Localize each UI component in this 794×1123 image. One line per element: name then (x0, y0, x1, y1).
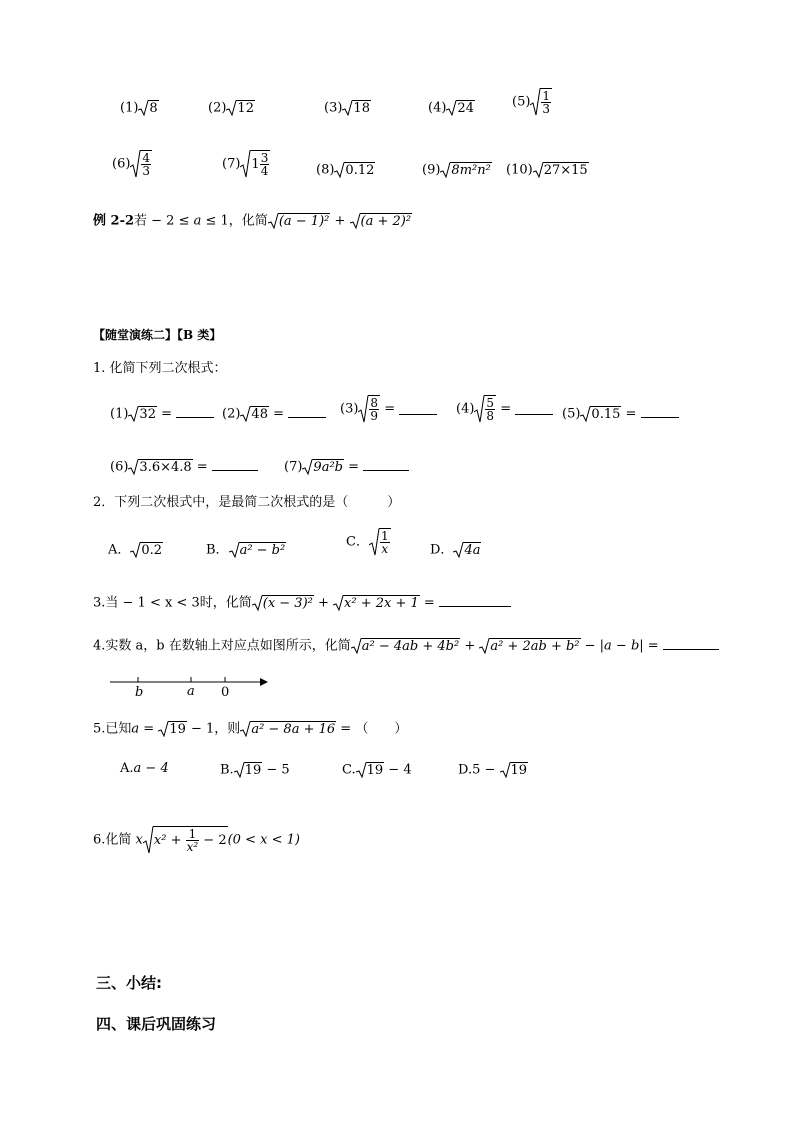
item-number: (1) (110, 406, 129, 422)
summary-heading: 三、小结: (96, 974, 162, 992)
q3-prefix: 3.当 − 1 < x < 3时，化简 (93, 595, 252, 611)
equals-sign: = (268, 406, 289, 422)
row2-item-10 (506, 162, 589, 178)
denominator: 4 (260, 164, 269, 178)
radicand: a² + 2ab + b² (490, 639, 580, 654)
plus-sign: + (313, 595, 334, 611)
option-label: D. (458, 762, 473, 778)
item-number: (2) (208, 100, 227, 116)
q4-line (93, 638, 719, 654)
option-label: A． (108, 542, 131, 558)
item-number: (7) (284, 459, 303, 475)
numerator: 4 (142, 151, 151, 165)
q1-item-6 (110, 459, 258, 475)
answer-blank[interactable] (212, 460, 258, 471)
fraction (380, 530, 390, 555)
radicand: 0.12 (345, 163, 375, 178)
option-label: C． (346, 534, 369, 550)
radicand: 8m²n² (451, 163, 491, 178)
radical (333, 595, 420, 611)
item-number: (1) (120, 100, 139, 116)
radical (268, 213, 331, 229)
radicand: 12 (237, 101, 254, 116)
answer-blank[interactable] (515, 404, 553, 415)
item-number: (8) (316, 162, 335, 178)
radicand: 19 (366, 763, 384, 778)
q5-given-tail: − 1，则 (186, 721, 241, 737)
radical (302, 459, 344, 475)
item-number: (6) (110, 459, 129, 475)
option-text: − 4 (384, 762, 412, 778)
q1-item-1 (110, 406, 214, 422)
q2-option-d[interactable] (430, 542, 481, 558)
radicand: 19 (244, 763, 262, 778)
fraction (485, 397, 495, 422)
numerator: 1 (186, 828, 200, 841)
q2-title: 2．下列二次根式中，是最简二次根式的是（ ） (93, 495, 401, 510)
numberline-label-zero: 0 (221, 685, 230, 700)
equals-sign: = (621, 406, 641, 422)
homework-heading: 四、课后巩固练习 (96, 1015, 217, 1033)
numerator: 5 (486, 396, 495, 410)
q3-line (93, 595, 511, 611)
q1-title: 1. 化简下列二次根式： (93, 361, 227, 376)
option-text: 5 − (472, 762, 500, 778)
q5-option-d[interactable] (458, 762, 528, 778)
radicand: 24 (457, 101, 474, 116)
denominator: 3 (142, 164, 151, 178)
option-label: A. (120, 761, 134, 776)
radicand: (a + 2)² (360, 214, 412, 229)
item-number: (9) (422, 162, 441, 178)
radicand: 0.2 (141, 543, 163, 558)
item-number: (3) (324, 100, 343, 116)
option-text: a − 4 (133, 761, 169, 776)
answer-blank[interactable] (399, 404, 437, 415)
option-text: − 5 (262, 762, 290, 778)
whole-part: 1 (251, 157, 260, 172)
q5-option-c[interactable] (342, 762, 412, 778)
radical (130, 150, 152, 178)
radicand: (x − 3)² (262, 596, 313, 611)
radicand: 18 (353, 101, 370, 116)
denominator: 9 (370, 409, 379, 423)
equals-sign: = (419, 595, 439, 611)
item-number: (5) (512, 94, 531, 110)
q5-option-a[interactable] (120, 762, 169, 775)
radical (229, 542, 287, 558)
radical (446, 100, 475, 116)
abs-term: − |a − b| = (580, 638, 663, 654)
plus-sign: + (460, 638, 480, 654)
numerator: 1 (542, 89, 551, 103)
fraction (369, 397, 379, 422)
answer-blank[interactable] (363, 460, 409, 471)
example-var: a (193, 213, 202, 229)
radical (351, 638, 460, 654)
radicand: 3.6×4.8 (139, 460, 192, 475)
fraction (186, 828, 200, 853)
fraction (260, 152, 270, 177)
radical (143, 826, 228, 854)
q5-prefix: 5.已知 (93, 721, 132, 737)
item-number: (4) (428, 100, 447, 116)
radicand: x² + 2x + 1 (344, 596, 419, 611)
q1-item-4 (456, 395, 553, 423)
option-label: B. (220, 762, 234, 778)
equals-sign: = (156, 406, 177, 422)
q6-prefix: 6.化简 (93, 832, 136, 848)
radical (240, 406, 269, 422)
radical (500, 762, 529, 778)
q5-line (93, 721, 407, 737)
radical (479, 638, 580, 654)
radical (530, 88, 552, 116)
q5-tail: = （ ） (336, 721, 408, 737)
q1-item-7 (284, 459, 409, 475)
radicand: a² − b² (239, 543, 286, 558)
radicand: 9a²b (313, 460, 343, 475)
numerator: 1 (380, 529, 389, 543)
q5-option-b[interactable] (220, 762, 290, 778)
item-number: (5) (562, 406, 581, 422)
q1-item-2 (222, 406, 326, 422)
denominator: x² (186, 840, 199, 854)
radical (533, 162, 589, 178)
numerator: 8 (370, 396, 379, 410)
radical (453, 542, 481, 558)
q4-prefix: 4.实数 a，b 在数轴上对应点如图所示，化简 (93, 638, 351, 654)
row1-item-3 (324, 100, 371, 116)
numerator: 3 (260, 151, 269, 165)
radical (580, 406, 621, 422)
row2-item-6 (112, 150, 152, 178)
arrow-icon (260, 678, 268, 686)
radicand: 27×15 (543, 163, 588, 178)
q6-var: x (135, 832, 143, 848)
radicand-part: x² + (153, 833, 186, 848)
q1-item-3 (340, 395, 437, 423)
answer-blank[interactable] (176, 407, 214, 418)
radicand-part: − 2 (199, 833, 227, 848)
answer-blank[interactable] (439, 596, 511, 607)
item-number: (10) (506, 162, 533, 178)
fraction (141, 152, 151, 177)
radicand: a² − 8a + 16 (251, 722, 336, 737)
row2-item-8 (316, 162, 375, 178)
equals-sign: = (496, 401, 516, 417)
practice-heading: 【随堂演练二】【B 类】 (93, 328, 222, 342)
equals-sign: = (192, 459, 212, 475)
example-text: 若 − 2 ≤ (134, 213, 194, 229)
q5-given: a = (131, 721, 159, 737)
q2-option-c[interactable] (346, 528, 391, 556)
radical (234, 762, 263, 778)
q2-option-b[interactable] (206, 542, 286, 558)
q2-option-a[interactable] (108, 542, 163, 558)
row2-item-7 (222, 150, 270, 178)
radical (356, 762, 385, 778)
radical (350, 213, 413, 229)
item-number: (6) (112, 156, 131, 172)
item-number: (4) (456, 401, 475, 417)
row1-item-2 (208, 100, 255, 116)
plus-sign: + (330, 213, 350, 229)
denominator: 8 (486, 409, 495, 423)
radicand: 32 (139, 407, 156, 422)
q6-tail: (0 < x < 1) (227, 832, 300, 848)
item-number: (7) (222, 156, 241, 172)
numberline-label-a: a (187, 684, 195, 699)
radical (369, 528, 391, 556)
radicand: 4a (464, 543, 481, 558)
option-label: B． (206, 542, 229, 558)
radicand: a² − 4ab + 4b² (361, 639, 460, 654)
radicand: 19 (169, 722, 186, 737)
option-label: C. (342, 762, 356, 778)
radicand: 8 (149, 101, 158, 116)
radical (252, 595, 314, 611)
radical (158, 721, 187, 737)
denominator: 3 (542, 102, 551, 116)
equals-sign: = (380, 401, 400, 417)
equals-sign: = (343, 459, 364, 475)
denominator: x (381, 542, 389, 556)
radical (240, 721, 336, 737)
fraction (541, 90, 551, 115)
answer-blank[interactable] (641, 407, 679, 418)
radicand: 19 (510, 763, 528, 778)
answer-blank[interactable] (663, 639, 719, 650)
radical (226, 100, 255, 116)
radical (440, 162, 491, 178)
radical (334, 162, 375, 178)
q1-item-5 (562, 406, 679, 422)
row1-item-4 (428, 100, 475, 116)
numberline-label-b: b (135, 685, 144, 700)
radical (240, 150, 270, 178)
radicand: 0.15 (591, 407, 621, 422)
row1-item-5 (512, 88, 552, 116)
radical (128, 459, 192, 475)
radical (474, 395, 496, 423)
radicand: (a − 1)² (278, 214, 330, 229)
radical (358, 395, 380, 423)
radical (342, 100, 371, 116)
q6-line (93, 826, 300, 854)
example-2-2 (93, 213, 412, 229)
radical (130, 542, 163, 558)
radical (138, 100, 158, 116)
example-label: 例 2-2 (93, 213, 135, 229)
answer-blank[interactable] (288, 407, 326, 418)
item-number: (2) (222, 406, 241, 422)
radicand: 48 (251, 407, 268, 422)
row1-item-1 (120, 100, 159, 116)
row2-item-9 (422, 162, 492, 178)
radical (128, 406, 157, 422)
option-label: D． (430, 542, 454, 558)
item-number: (3) (340, 401, 359, 417)
example-text: ≤ 1，化简 (201, 213, 268, 229)
